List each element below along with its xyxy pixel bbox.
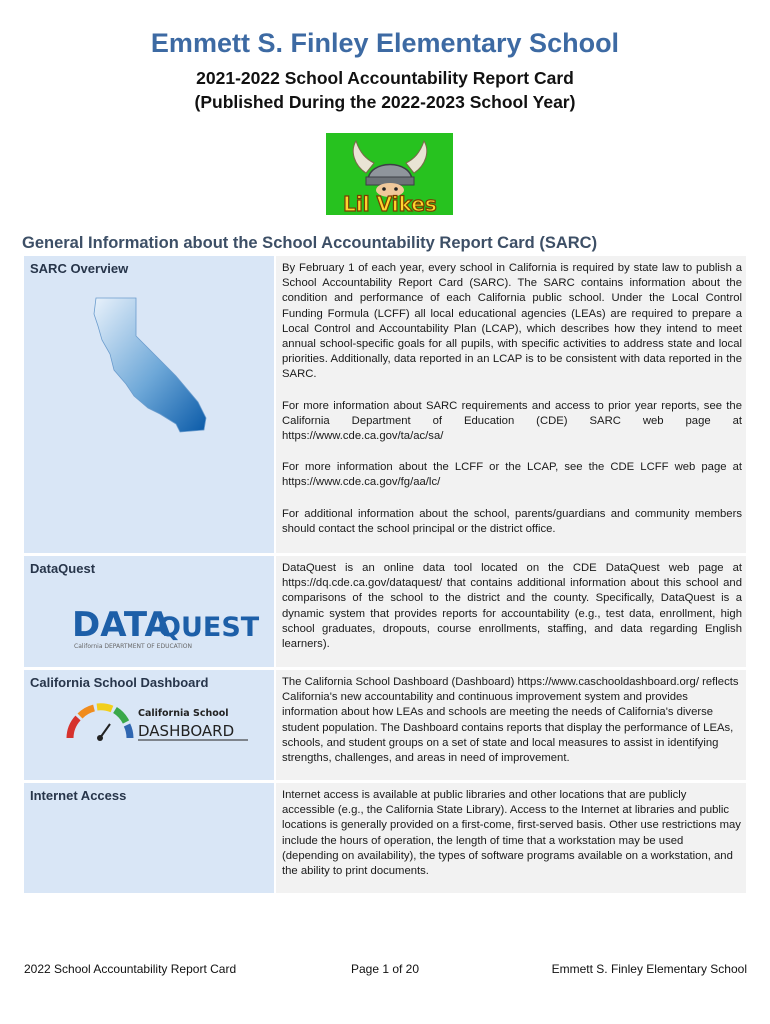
row-label: California School Dashboard xyxy=(30,675,209,690)
sarc-info-table xyxy=(24,256,746,896)
report-title: 2021-2022 School Accountability Report Card xyxy=(196,68,574,88)
viking-helmet-icon xyxy=(326,133,453,215)
row-text-cell xyxy=(276,256,746,556)
table-row xyxy=(24,783,746,896)
california-map-icon xyxy=(90,296,220,441)
dataquest-logo-icon xyxy=(70,598,260,650)
paragraph: DataQuest is an online data tool located on the CDE DataQuest web page at https://dq.cde.ca.gov/dataquest/ that contains additional information about this school and comparisons of the school to the district and the county. Specifically, DataQuest is a dynamic system that provides reports for accountability (e.g., test data, enrollment, high school graduates, dropouts, course enrollments, staffing, and data regarding English learners). xyxy=(282,562,742,651)
logo-text: Lil Vikes xyxy=(343,192,437,216)
dashboard-line1: California School xyxy=(138,708,229,719)
dataquest-tagline: California DEPARTMENT OF EDUCATION xyxy=(74,643,192,650)
paragraph: Internet access is available at public libraries and other locations that are publicly accessible (e.g., the California State Library). Access to the Internet at libraries and public locations is generally provided on a first-come, first-served basis. Other use restrictions may include the hours of operation, the length of time that a workstation may be used (depending on availability), the types of software programs available on a workstation, and the ability to print documents. xyxy=(282,789,741,878)
row-text-cell xyxy=(276,783,746,896)
row-label: DataQuest xyxy=(30,561,96,576)
section-heading: General Information about the School Accountability Report Card (SARC) xyxy=(22,234,598,252)
row-text-cell xyxy=(276,670,746,783)
row-label: Internet Access xyxy=(30,788,127,803)
school-logo xyxy=(326,133,453,215)
footer-school-name: Emmett S. Finley Elementary School xyxy=(551,962,747,976)
table-row xyxy=(24,556,746,670)
row-label: SARC Overview xyxy=(30,261,129,276)
footer-report-name: 2022 School Accountability Report Card xyxy=(24,962,237,976)
dashboard-logo-icon xyxy=(64,700,250,746)
paragraph: The California School Dashboard (Dashboard) https://www.caschooldashboard.org/ reflects California's new accountability and continuous improvement system and provides information about how LEAs and schools are meeting the needs of California's diverse student population. The Dashboard contains reports that display the performance of LEAs, schools, and student groups on a set of state and local measures to assist in identifying strengths, challenges, and areas in need of improvement. xyxy=(282,676,739,765)
paragraph: For additional information about the school, parents/guardians and community members should contact the school principal or the district office. xyxy=(282,507,742,535)
row-label-cell xyxy=(24,256,276,556)
dataquest-word2: QUEST xyxy=(158,612,260,643)
table-row xyxy=(24,256,746,556)
row-label-cell xyxy=(24,783,276,896)
dashboard-line2: DASHBOARD xyxy=(138,722,235,740)
footer-page-number: Page 1 of 20 xyxy=(350,962,420,976)
table-row xyxy=(24,670,746,783)
row-label-cell xyxy=(24,670,276,783)
row-label-cell xyxy=(24,556,276,670)
dataquest-word1: DATA xyxy=(72,605,171,645)
report-subtitle xyxy=(0,66,770,114)
row-text-cell xyxy=(276,556,746,670)
school-name: Emmett S. Finley Elementary School xyxy=(150,28,620,58)
paragraph: For more information about the LCFF or the LCAP, see the CDE LCFF web page at https://www.cde.ca.gov/fg/aa/lc/ xyxy=(282,461,742,489)
paragraph: By February 1 of each year, every school in California is required by state law to publish a School Accountability Report Card (SARC). The SARC contains information about the condition and performance of each California public school. Under the Local Control Funding Formula (LCFF) all local educational agencies (LEAs) are required to prepare a Local Control and Accountability Plan (LCAP), which describes how they intend to meet annual school-specific goals for all pupils, with specific activities to address state and local priorities. Additionally, data reported in an LCAP is to be consistent with data reported in the SARC. xyxy=(282,262,742,381)
published-line: (Published During the 2022-2023 School Year) xyxy=(194,92,576,112)
paragraph: For more information about SARC requirements and access to prior year reports, see the California Department of Education (CDE) SARC web page at https://www.cde.ca.gov/ta/ac/sa/ xyxy=(282,399,742,443)
